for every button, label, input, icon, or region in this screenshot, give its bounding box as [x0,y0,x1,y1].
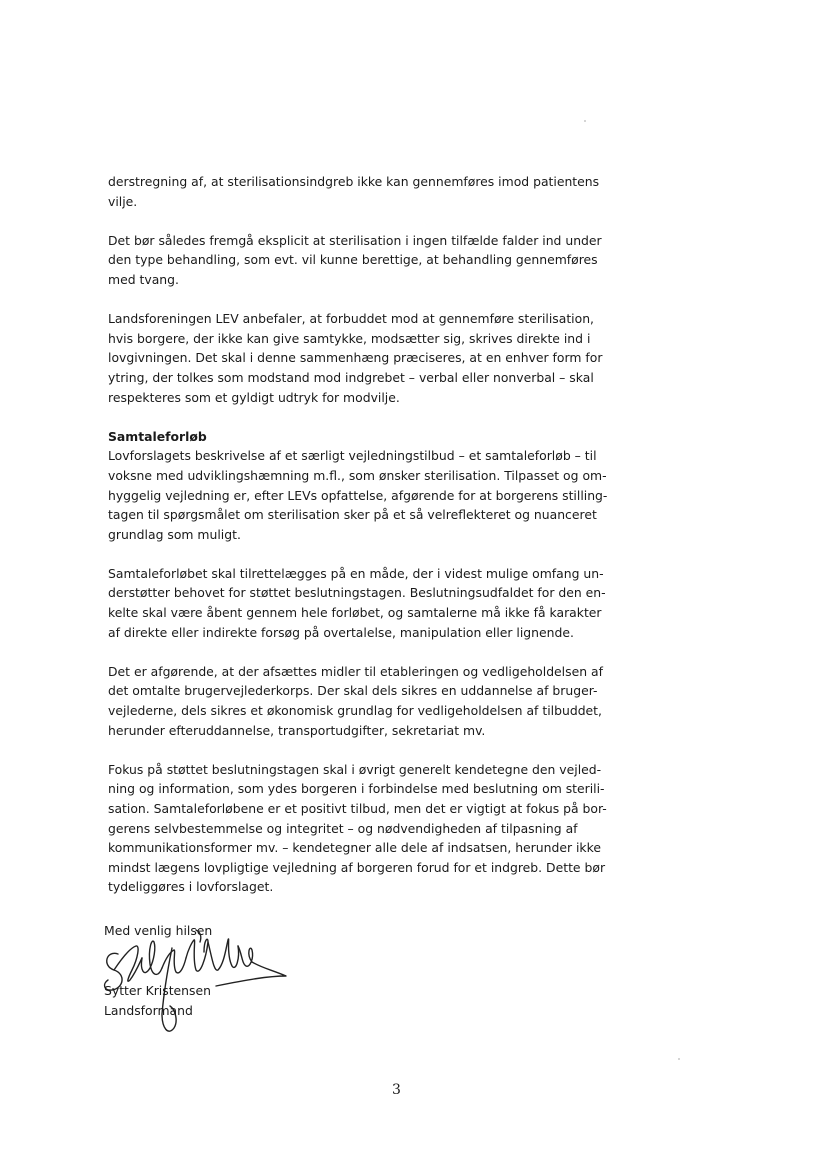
page-number: 3 [392,1082,401,1098]
paragraph: Det bør således fremgå eksplicit at sterilisation i ingen tilfælde falder ind under den type behandling, som evt. vil kunne berettige, at behandling gennemføres med tvang. [108,232,602,287]
section-heading: Samtaleforløb [108,428,207,444]
closing-salutation: Med venlig hilsen [104,923,213,938]
signer-name: Sytter Kristensen [104,983,211,998]
signer-title: Landsformand [104,1003,193,1018]
paragraph: derstregning af, at sterilisationsindgreb ikke kan gennemføres imod patientens vilje. [108,174,600,209]
paragraph: Samtaleforløbet skal tilrettelægges på en måde, der i videst mulige omfang un- derstøtter behovet for støttet beslutningstagen. Beslutningsudfaldet for den en- kelte skal være åbent gennem hele forløbet, og samtalerne må ikke få karakter af direkte eller indirekte forsøg på overtalelse, manipulation eller lignende. [108,565,606,640]
paragraph: Det er afgørende, at der afsættes midler til etableringen og vedligeholdelsen af det omtalte brugervejlederkorps. Der skal dels sikres en uddannelse af bruger- vejlederne, dels sikres et økonomisk grundlag for vedligeholdelsen af tilbuddet, herunder efteruddannelse, transportudgifter, sekretariat mv. [108,663,603,738]
paragraph: Lovforslagets beskrivelse af et særligt vejledningstilbud – et samtaleforløb – til voksne med udviklingshæmning m.fl., som ønsker sterilisation. Tilpasset og om- hyggelig vejledning er, efter LEVs opfattelse, afgørende for at borgerens stilling- tagen til spørgsmålet om sterilisation sker på et så velreflekteret og nuanceret grundlag som muligt. [108,448,608,542]
scan-speck [584,120,586,122]
paragraph: Landsforeningen LEV anbefaler, at forbuddet mod at gennemføre sterilisation, hvis borgere, der ikke kan give samtykke, modsætter sig, skrives direkte ind i lovgivningen. Det skal i denne sammenhæng præciseres, at en enhver form for ytring, der tolkes som modstand mod indgrebet – verbal eller nonverbal – skal respekteres som et gyldigt udtryk for modvilje. [108,311,603,405]
scan-speck [678,1058,680,1060]
letter-body [108,172,616,917]
paragraph: Fokus på støttet beslutningstagen skal i øvrigt generelt kendetegne den vejled- ning og information, som ydes borgeren i forbindelse med beslutning om sterili- sation. Samtaleforløbene er et positivt tilbud, men det er vigtigt at fokus på bor- gerens selvbestemmelse og integritet – og nødvendigheden af tilpasning af kommunikationsformer mv. – kendetegner alle dele af indsatsen, herunder ikke mindst lægens lovpligtige vejledning af borgeren forud for et indgreb. Dette bør tydeliggøres i lovforslaget. [108,761,607,895]
